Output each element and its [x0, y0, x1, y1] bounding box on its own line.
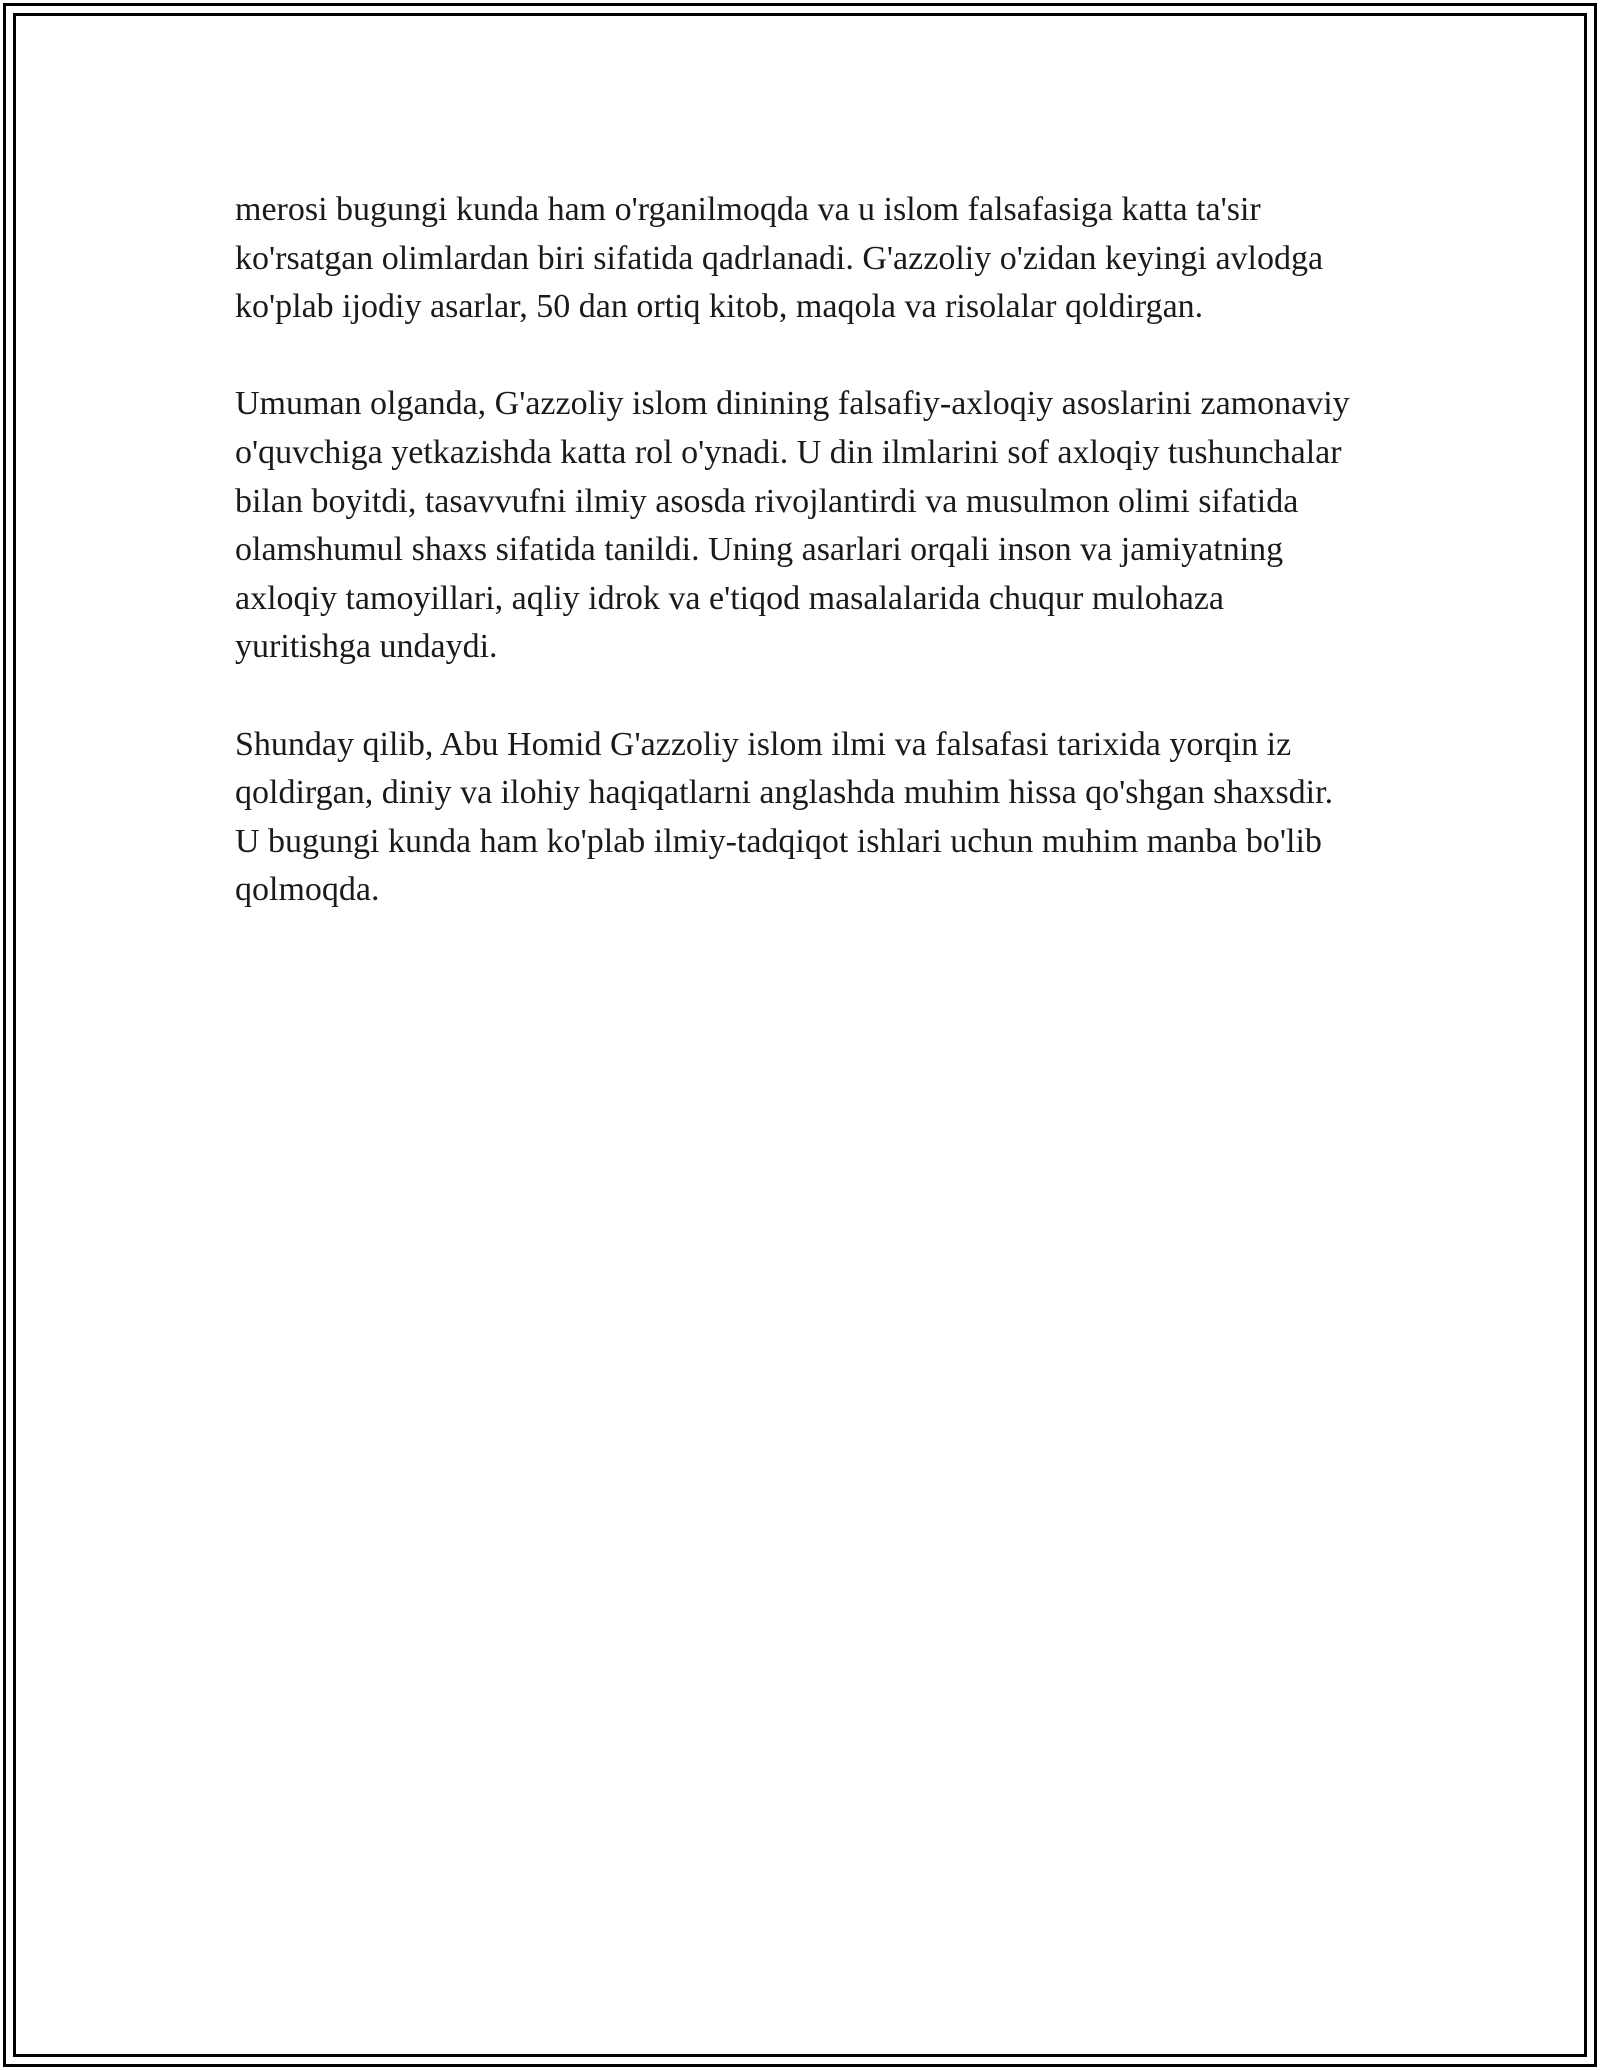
paragraph: merosi bugungi kunda ham o'rganilmoqda va u islom falsafasiga katta ta'sir ko'rsatgan olimlardan biri sifatida qadrlanadi. G'azzoliy o'zidan keyingi avlodga ko'plab ijodiy asarlar, 50 dan ortiq kitob, maqola va risolalar qoldirgan.: [235, 191, 1324, 326]
document-body: [235, 186, 1365, 964]
paragraph: Umuman olganda, G'azzoliy islom dinining falsafiy-axloqiy asoslarini zamonaviy o'quvchiga yetkazishda katta rol o'ynadi. U din ilmlarini sof axloqiy tushunchalar bilan boyitdi, tasavvufni ilmiy asosda rivojlantirdi va musulmon olimi sifatida olamshumul shaxs sifatida tanildi. Uning asarlari orqali inson va jamiyatning axloqiy tamoyillari, aqliy idrok va e'tiqod masalalarida chuqur mulohaza yuritishga undaydi.: [235, 385, 1350, 666]
paragraph: Shunday qilib, Abu Homid G'azzoliy islom ilmi va falsafasi tarixida yorqin iz qoldirgan, diniy va ilohiy haqiqatlarni anglashda muhim hissa qo'shgan shaxsdir. U bugungi kunda ham ko'plab ilmiy-tadqiqot ishlari uchun muhim manba bo'lib qolmoqda.: [235, 725, 1334, 909]
